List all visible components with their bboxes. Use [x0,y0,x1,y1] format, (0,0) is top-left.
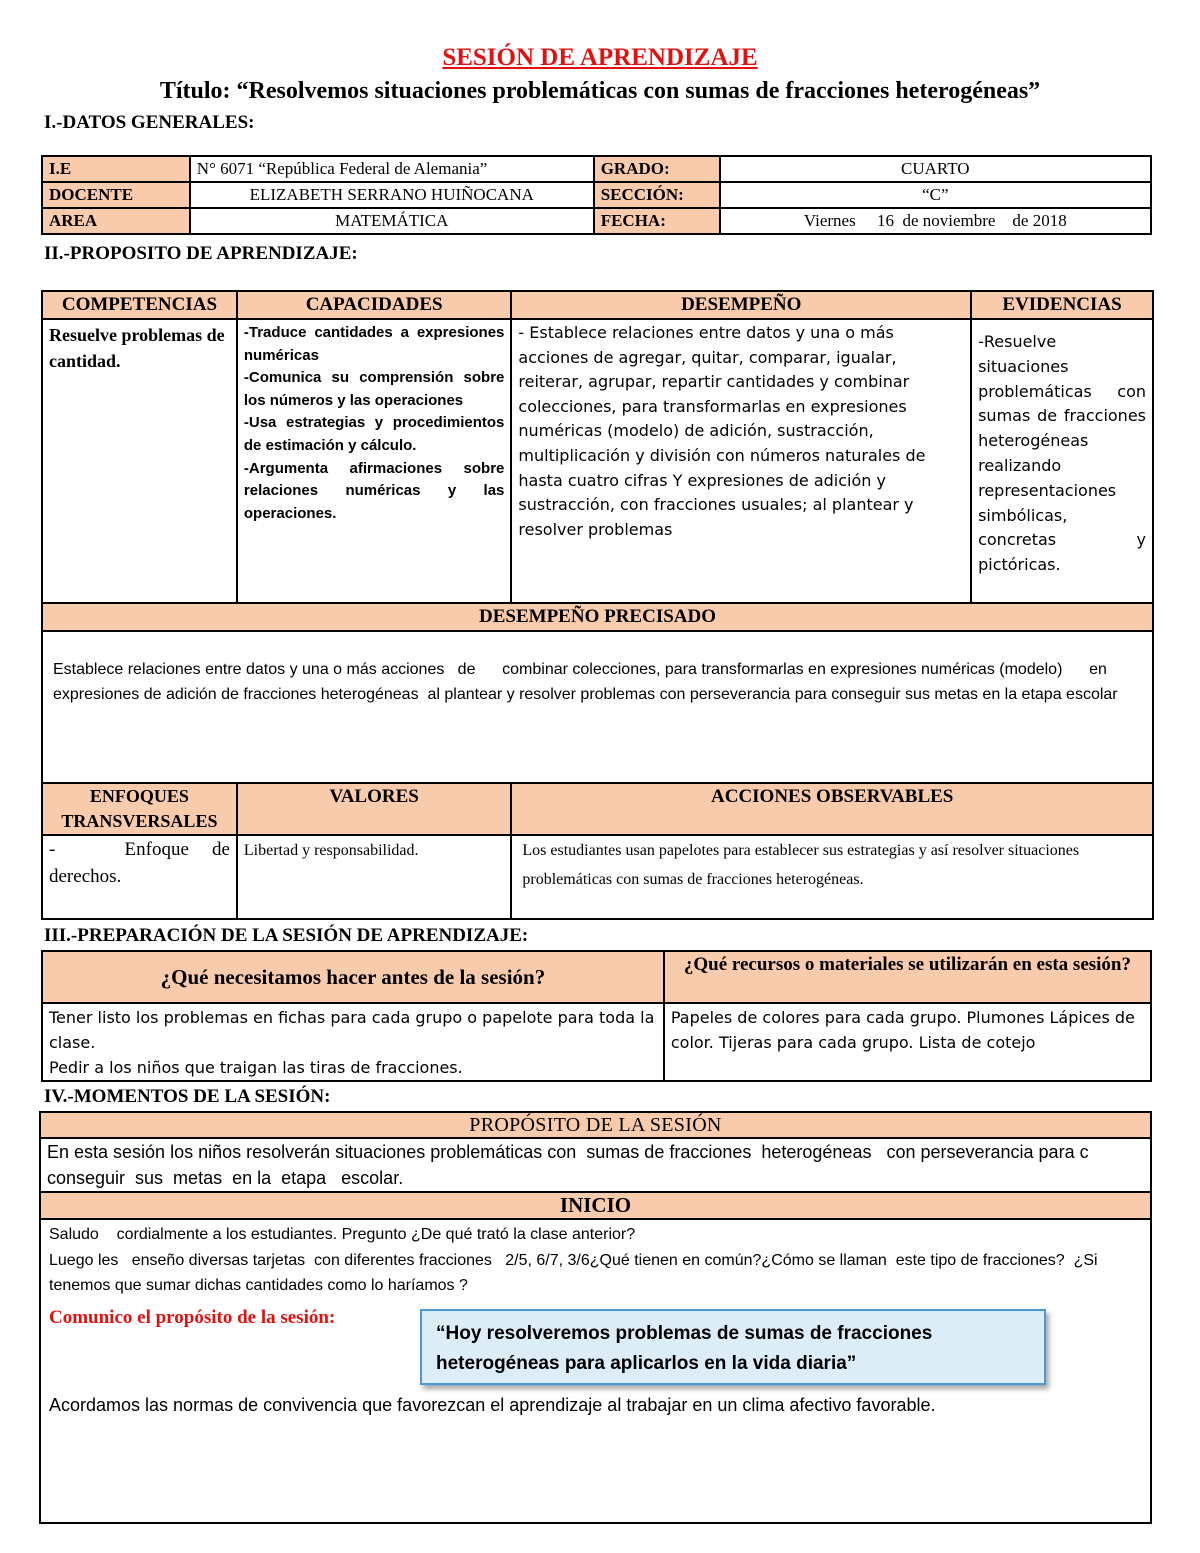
comunico-label: Comunico el propósito de la sesión: [49,1306,336,1328]
col-enfoques: ENFOQUES TRANSVERSALES [42,783,237,835]
antes-item: Pedir a los niños que traigan las tiras de fracciones. [49,1058,463,1077]
seccion-label: SECCIÓN: [594,182,720,208]
inicio-label: INICIO [40,1192,1151,1219]
datos-generales-table [41,155,1152,235]
capacidad-item: -Traduce cantidades a expresiones numéricas [243,324,505,364]
col-desempeno: DESEMPEÑO [511,291,971,319]
preparacion-table [41,950,1152,1082]
proposito-sesion-text: En esta sesión los niños resolverán situaciones problemáticas con sumas de fracciones heterogéneas con perseverancia para c conseguir sus metas en la etapa escolar. [40,1138,1151,1192]
col-acciones: ACCIONES OBSERVABLES [511,783,1153,835]
capacidad-item: -Comunica su comprensión sobre los números y las operaciones [243,369,505,409]
proposito-table [41,290,1154,920]
valores-cell: Libertad y responsabilidad. [237,835,512,919]
section-heading-momentos: IV.-MOMENTOS DE LA SESIÓN: [44,1086,331,1107]
grado-label: GRADO: [594,156,720,182]
section-heading-preparacion: III.-PREPARACIÓN DE LA SESIÓN DE APRENDIZAJE: [44,925,529,946]
desempeno-cell: - Establece relaciones entre datos y una o más acciones de agregar, quitar, comparar, igualar, reiterar, agrupar, repartir cantidades y combinar colecciones, para transformarlas en expresiones numéricas (modelo) de adición, sustracción, multiplicación y división con números naturales de hasta cuatro cifras Y expresiones de adición y sustracción, con fracciones usuales; al plantear y resolver problemas [511,319,971,603]
desempeno-precisado-label: DESEMPEÑO PRECISADO [42,603,1153,631]
docente-label: DOCENTE [42,182,190,208]
area-value: MATEMÁTICA [190,208,594,234]
capacidad-item: -Argumenta afirmaciones sobre relaciones numéricas y las operaciones. [243,459,505,522]
section-heading-datos-generales: I.-DATOS GENERALES: [44,112,255,133]
area-label: AREA [42,208,190,234]
inicio-paragraph: Saludo cordialmente a los estudiantes. Pregunto ¿De qué trató la clase anterior? [49,1226,636,1243]
capacidades-cell [237,319,512,603]
recursos-cell: Papeles de colores para cada grupo. Plumones Lápices de color. Tijeras para cada grupo. Lista de cotejo [664,1003,1151,1081]
ie-label: I.E [42,156,190,182]
capacidad-item: -Usa estrategias y procedimientos de estimación y cálculo. [243,414,505,454]
acciones-cell: Los estudiantes usan papelotes para establecer sus estrategias y así resolver situaciones problemáticas con sumas de fracciones heterogéneas. [511,835,1153,919]
col-antes-sesion: ¿Qué necesitamos hacer antes de la sesión? [42,951,664,1003]
docente-value: ELIZABETH SERRANO HUIÑOCANA [190,182,594,208]
document-subtitle: Título: “Resolvemos situaciones problemáticas con sumas de fracciones heterogéneas” [159,78,1041,104]
enfoque-cell: - Enfoque de derechos. [42,835,237,919]
col-recursos: ¿Qué recursos o materiales se utilizarán en esta sesión? [664,951,1151,1003]
grado-value: CUARTO [720,156,1151,182]
evidencias-cell: -Resuelve situaciones problemáticas con sumas de fracciones heterogéneas realizando representaciones simbólicas, concretas y pictóricas. [971,319,1153,603]
document-title: SESIÓN DE APRENDIZAJE [442,44,758,71]
seccion-value: “C” [720,182,1151,208]
inicio-paragraph: Luego les enseño diversas tarjetas con diferentes fracciones 2/5, 6/7, 3/6¿Qué tienen en común?¿Cómo se llaman este tipo de fracciones? ¿Si tenemos que sumar dichas cantidades como lo haríamos ? [49,1251,1103,1295]
fecha-value: Viernes 16 de noviembre de 2018 [720,208,1151,234]
proposito-sesion-label: PROPÓSITO DE LA SESIÓN [40,1112,1151,1138]
col-evidencias: EVIDENCIAS [971,291,1153,319]
competencia-cell: Resuelve problemas de cantidad. [42,319,237,603]
antes-sesion-cell [42,1003,664,1081]
ie-value: N° 6071 “República Federal de Alemania” [190,156,594,182]
fecha-label: FECHA: [594,208,720,234]
purpose-callout-box: “Hoy resolveremos problemas de sumas de fracciones heterogéneas para aplicarlos en la vida diaria” [420,1309,1046,1385]
col-competencias: COMPETENCIAS [42,291,237,319]
acordamos-text: Acordamos las normas de convivencia que favorezcan el aprendizaje al trabajar en un clima afectivo favorable. [49,1395,936,1416]
col-valores: VALORES [237,783,512,835]
col-capacidades: CAPACIDADES [237,291,512,319]
section-heading-proposito: II.-PROPOSITO DE APRENDIZAJE: [44,243,358,264]
desempeno-precisado-text: Establece relaciones entre datos y una o más acciones de combinar colecciones, para transformarlas en expresiones numéricas (modelo) en expresiones de adición de fracciones heterogéneas al plantear y resolver problemas con perseverancia para conseguir sus metas en la etapa escolar [42,631,1153,783]
antes-item: Tener listo los problemas en fichas para cada grupo o papelote para toda la clase. [49,1008,655,1052]
